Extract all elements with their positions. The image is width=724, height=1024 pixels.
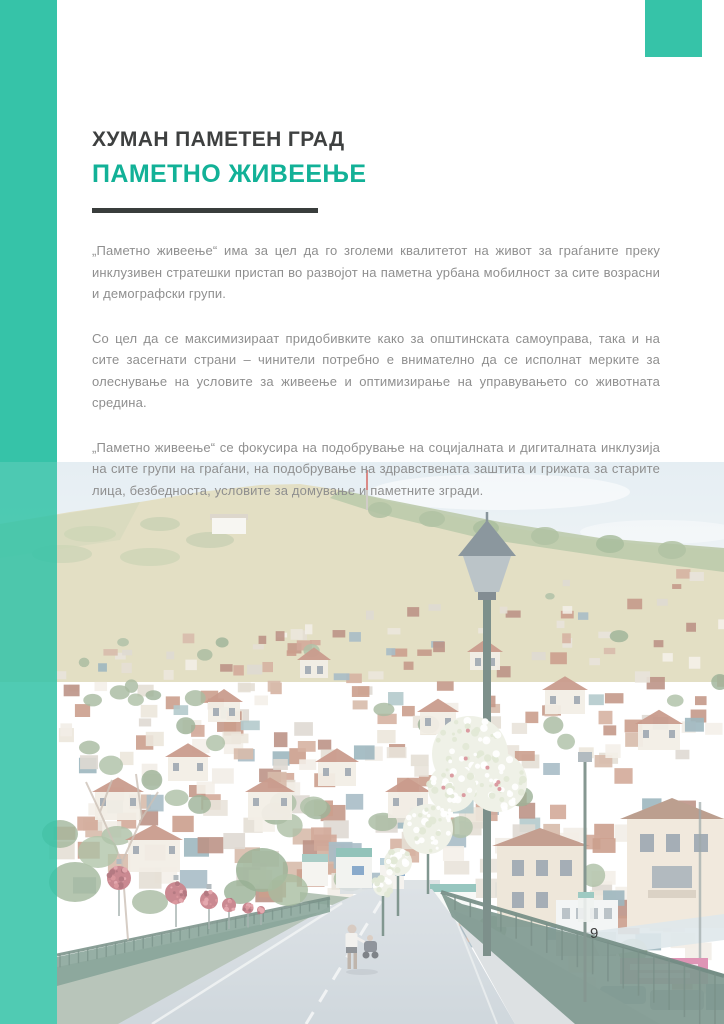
city-photo-illustration — [0, 462, 724, 1024]
corner-accent-square — [645, 0, 702, 57]
sidebar-accent-bar — [0, 0, 57, 1024]
section-kicker: ХУМАН ПАМЕТЕН ГРАД — [92, 128, 345, 151]
city-photo — [0, 462, 724, 1024]
body-paragraph: „Паметно живеење“ има за цел да го зголеми квалитетот на живот за граѓаните преку инклузивен стратешки пристап во развојот на паметна урбана мобилност за сите возрасни и демографски групи. — [92, 243, 660, 301]
body-paragraph: „Паметно живеење“ се фокусира на подобрување на социјалната и дигиталната инклузија на сите групи на граѓани, на подобрување на здравствената заштита и грижата за старите лица, безбедноста, условите за домување и паметните згради. — [92, 439, 660, 498]
page-title: ПАМЕТНО ЖИВЕЕЊЕ — [92, 160, 367, 188]
body-text — [92, 240, 660, 501]
sidebar-accent-top — [0, 0, 57, 462]
body-paragraph: Со цел да се максимизираат придобивките како за општинската самоуправа, така и на сите засегнати страни – чинители потребно е внимателно да се исполнат мерките за олеснување на условите за живеење и оптимизирање на управувањето со животната средина. — [92, 330, 660, 410]
heading-divider — [92, 208, 318, 213]
sidebar-accent-over-photo — [0, 462, 57, 1024]
text-column — [92, 128, 660, 524]
photo-fade-overlay — [0, 462, 724, 1024]
page-number: 9 — [590, 925, 599, 942]
